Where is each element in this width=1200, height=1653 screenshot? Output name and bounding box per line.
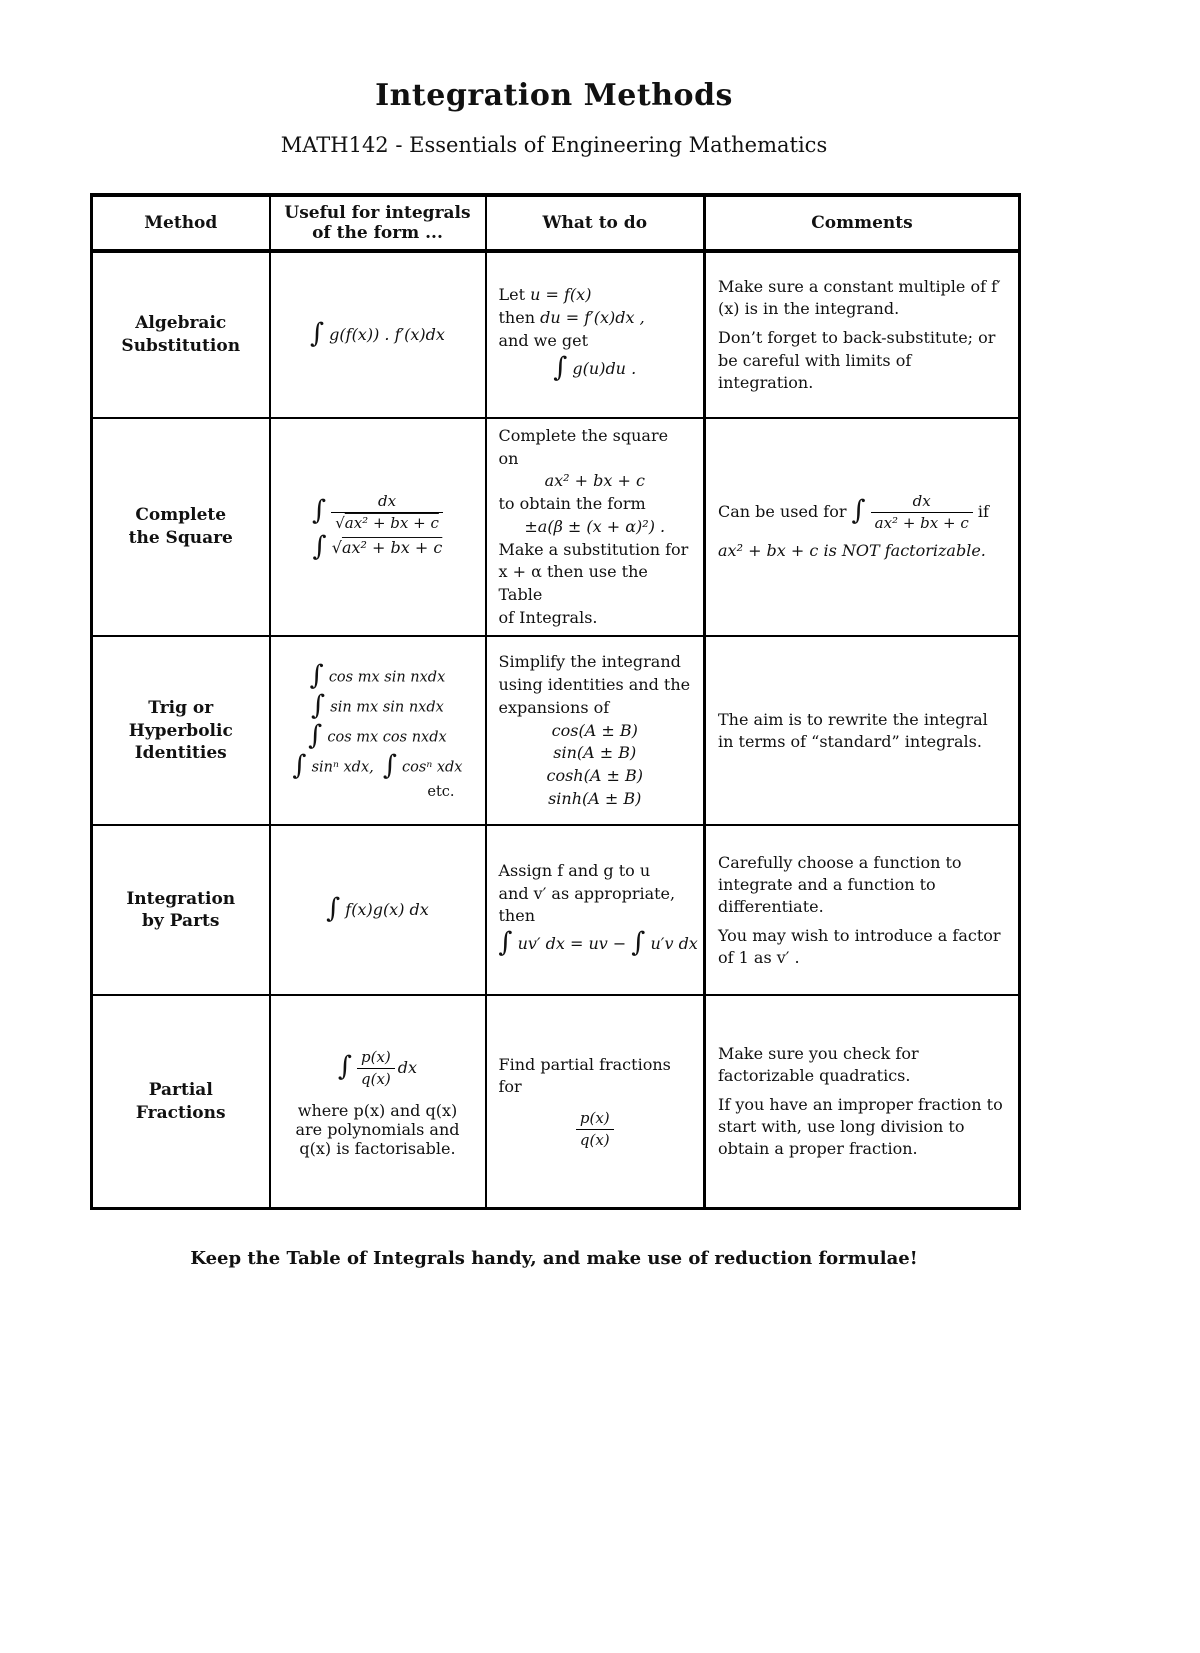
col-header-what: What to do <box>486 195 705 251</box>
document-content <box>90 0 1018 1269</box>
page-title: Integration Methods <box>375 78 733 113</box>
comment-paragraph: You may wish to introduce a factor of 1 as v′ . <box>718 926 1001 968</box>
what-math-line: ±a(β ± (x + α)²) . <box>524 516 666 536</box>
what-math-line: ax² + bx + c <box>544 471 645 491</box>
integral-sign: ∫ <box>326 892 341 924</box>
comments-cell <box>705 251 1020 418</box>
integral-sign: ∫ <box>498 927 513 959</box>
comment-paragraph: ax² + bx + c is NOT factorizable. <box>718 540 986 560</box>
what-math-line: ∫ g(u)du . <box>553 351 637 383</box>
fraction: $\frac{dx}{\text{√ax² + bx + c}}$ <box>331 492 443 533</box>
form-expression: g(f(x)) . f′(x)dx <box>329 324 445 344</box>
what-math-line <box>499 1109 692 1150</box>
form-expression: ∫ √ax² + bx + c <box>312 531 443 563</box>
method-name-line: Partial <box>148 1079 213 1100</box>
col-header-form-line2: of the form ... <box>312 223 443 243</box>
comment-paragraph: The aim is to rewrite the integral in terms of “standard” integrals. <box>718 709 988 751</box>
form-note-line: are polynomials and <box>295 1120 460 1140</box>
row-partial-fractions <box>92 995 1020 1208</box>
comment-paragraph: If you have an improper fraction to start with, use long division to obtain a proper fraction. <box>718 1095 1003 1159</box>
what-math-line: cosh(A ± B) <box>546 766 643 786</box>
form-expression: ∫ $\frac{p(x)}{q(x)}$ dx <box>337 1047 418 1088</box>
row-integration-by-parts <box>92 825 1020 995</box>
comment-paragraph: Don’t forget to back-substitute; or be careful with limits of integration. <box>718 328 996 392</box>
method-cell <box>92 418 270 636</box>
method-name-line: by Parts <box>142 911 220 932</box>
what-line: of Integrals. <box>498 607 598 627</box>
col-header-form-line1: Useful for integrals <box>284 203 471 223</box>
what-math-line: ∫ uv′ dx = uv − ∫ u′v dx <box>498 927 698 959</box>
what-line: and v′ as appropriate, <box>498 883 676 903</box>
integral-sign: ∫ <box>312 494 327 526</box>
what-line: x + α then use the Table <box>498 562 648 605</box>
form-cell <box>270 995 486 1208</box>
comment-paragraph: Can be used for ∫ $\frac{dx}{\text{ax² + bx + c}}$ if <box>718 492 989 533</box>
form-cell <box>270 636 486 825</box>
what-cell <box>486 636 705 825</box>
form-expression: f(x)g(x) dx <box>345 899 429 919</box>
form-cell <box>270 825 486 995</box>
row-trig-hyperbolic-identities <box>92 636 1020 825</box>
row-algebraic-substitution <box>92 251 1020 418</box>
method-cell <box>92 995 270 1208</box>
form-expression: ∫ sinⁿ xdx, ∫ cosⁿ xdx <box>292 750 463 782</box>
method-name-line: the Square <box>128 528 233 549</box>
form-expression: ∫ cos mx cos nxdx <box>308 720 447 752</box>
form-note-line: where p(x) and q(x) <box>297 1101 458 1121</box>
col-header-form <box>270 195 486 251</box>
form-etc: etc. <box>427 784 455 801</box>
comment-paragraph: Carefully choose a function to integrate and a function to differentiate. <box>718 852 962 916</box>
what-cell <box>486 251 705 418</box>
integral-sign: ∫ <box>851 495 866 527</box>
what-math-line: sin(A ± B) <box>553 743 637 763</box>
integral-sign: ∫ <box>292 750 307 782</box>
radical-sign: √ <box>335 513 345 532</box>
comments-cell <box>705 636 1020 825</box>
form-note-line: q(x) is factorisable. <box>299 1139 456 1159</box>
integral-sign: ∫ <box>309 660 324 692</box>
comments-cell <box>705 825 1020 995</box>
comment-paragraph: Make sure you check for factorizable quadratics. <box>718 1044 919 1086</box>
footer-note: Keep the Table of Integrals handy, and make use of reduction formulae! <box>190 1247 918 1269</box>
radical-sign: √ <box>331 538 342 558</box>
comments-cell <box>705 418 1020 636</box>
integral-sign: ∫ <box>311 690 326 722</box>
integral-sign: ∫ <box>337 1050 353 1082</box>
form-expression: ∫ cos mx sin nxdx <box>309 660 446 692</box>
method-name-line: Integration <box>126 888 236 909</box>
fraction: $\frac{dx}{\text{ax² + bx + c}}$ <box>871 492 973 533</box>
fraction: $\frac{p(x)}{q(x)}$ <box>576 1109 614 1150</box>
comment-paragraph: Make sure a constant multiple of f′(x) is in the integrand. <box>718 277 1001 319</box>
what-line: then <box>498 906 536 926</box>
what-line: Complete the square on <box>498 426 669 468</box>
methods-table <box>90 193 1021 1210</box>
form-expression <box>283 492 473 533</box>
comments-cell <box>705 995 1020 1208</box>
col-header-comments: Comments <box>705 195 1020 251</box>
method-name-line: Substitution <box>121 336 241 356</box>
integral-sign: ∫ <box>312 531 327 563</box>
what-line: Assign f and g to u <box>498 860 651 880</box>
what-math-line: cos(A ± B) <box>551 720 638 740</box>
form-cell <box>270 251 486 418</box>
integral-sign: ∫ <box>631 927 646 959</box>
method-cell <box>92 251 270 418</box>
form-expression: ∫ sin mx sin nxdx <box>311 690 444 722</box>
header-row <box>92 195 1020 251</box>
what-line: Let u = f(x) <box>498 285 592 305</box>
what-cell <box>486 825 705 995</box>
form-cell <box>270 418 486 636</box>
what-line: and we get <box>498 330 589 350</box>
what-line: Make a substitution for <box>498 539 689 559</box>
integral-sign: ∫ <box>553 351 568 383</box>
what-line: then du = f′(x)dx , <box>498 308 645 328</box>
col-header-method: Method <box>92 195 270 251</box>
row-complete-the-square <box>92 418 1020 636</box>
what-cell <box>486 418 705 636</box>
fraction: $\frac{p(x)}{q(x)}$ <box>357 1048 395 1089</box>
method-name-line: Complete <box>135 505 227 526</box>
method-name-line: Identities <box>134 743 227 764</box>
what-line: Find partial fractions for <box>498 1054 671 1097</box>
integral-sign: ∫ <box>310 317 325 349</box>
page-subtitle: MATH142 - Essentials of Engineering Mathematics <box>280 133 828 157</box>
what-line: Simplify the integrand using identities and the expansions of <box>498 652 691 717</box>
method-name-line: Fractions <box>135 1102 226 1123</box>
method-name-line: Trig or Hyperbolic <box>128 697 233 741</box>
method-name-line: Algebraic <box>135 313 227 334</box>
method-cell <box>92 636 270 825</box>
integral-sign: ∫ <box>382 750 398 782</box>
what-cell <box>486 995 705 1208</box>
method-cell <box>92 825 270 995</box>
what-line: to obtain the form <box>498 494 646 514</box>
what-math-line: sinh(A ± B) <box>548 788 642 808</box>
integral-sign: ∫ <box>308 720 323 752</box>
